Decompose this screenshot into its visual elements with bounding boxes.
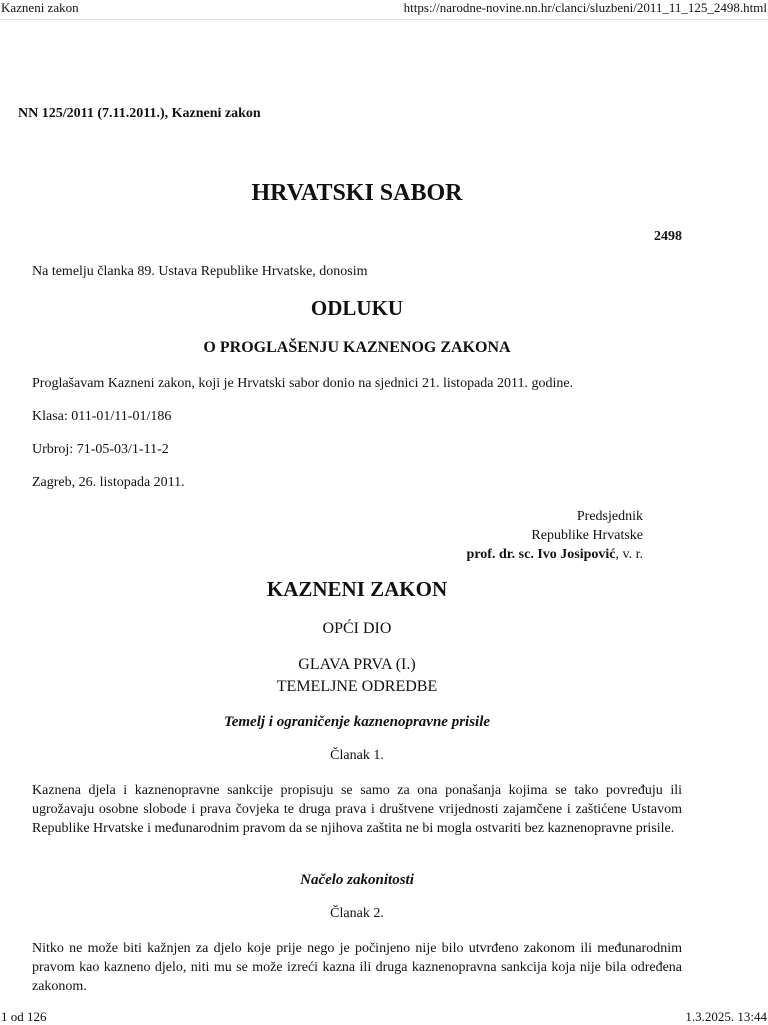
browser-print-title: Kazneni zakon [1,0,79,15]
article-number: Članak 2. [330,906,384,921]
page-counter: 1 od 126 [1,1009,47,1024]
proclamation-text: Proglašavam Kazneni zakon, koji je Hrvatski sabor donio na sjednici 21. listopada 2011. godine. [32,376,574,391]
decision-subtitle: O PROGLAŠENJU KAZNENOG ZAKONA [203,339,511,356]
part-title: OPĆI DIO [322,620,392,637]
signature-title-2: Republike Hrvatske [531,528,643,543]
section-heading: Temelj i ograničenje kaznenopravne prisile [223,714,491,730]
article-text: Kaznena djela i kaznenopravne sankcije propisuju se samo za ona ponašanja kojima se tako povređuju ili ugrožavaju osobne slobode i prava čovjeka te druga prava i društvene vrijednosti zajamčene i zaštićene Ustavom Republike Hrvatske i međunarodnim pravom da se njihova zaštita ne bi mogla ostvariti bez kaznenopravne prisile. [32,783,682,836]
signature-name-line [400,545,643,564]
document-number: 2498 [654,229,682,244]
law-title: KAZNENI ZAKON [266,577,448,601]
decision-title: ODLUKU [310,296,404,320]
article-text: Nitko ne može biti kažnjen za djelo koje prije nego je počinjeno nije bilo utvrđeno zakonom ili međunarodnim pravom kao kazneno djelo, niti mu se može izreći kazna ili druga kaznenopravna sankcija koja nije bila određena zakonom. [32,941,682,994]
place-date-line: Zagreb, 26. listopada 2011. [32,475,185,490]
signatory-name: prof. dr. sc. Ivo Josipović [466,547,616,562]
article-number: Članak 1. [330,748,384,763]
section-heading: Načelo zakonitosti [300,872,414,888]
document-id-line: NN 125/2011 (7.11.2011.), Kazneni zakon [18,106,261,121]
chapter-title: TEMELJNE ODREDBE [276,678,438,695]
klasa-line: Klasa: 011-01/11-01/186 [32,409,172,424]
urbroj-line: Urbroj: 71-05-03/1-11-2 [32,442,169,457]
issuer-title: HRVATSKI SABOR [251,180,463,206]
header-divider [0,19,768,20]
browser-print-url[interactable]: https://narodne-novine.nn.hr/clanci/sluzbeni/2011_11_125_2498.html [403,0,767,15]
chapter-heading [32,654,682,698]
signature-block [400,507,643,564]
print-datetime: 1.3.2025. 13:44 [685,1009,767,1024]
chapter-number: GLAVA PRVA (I.) [298,656,416,673]
preamble-text: Na temelju članka 89. Ustava Republike Hrvatske, donosim [32,264,368,279]
signature-suffix: , v. r. [615,547,643,562]
signature-title-1: Predsjednik [576,509,643,524]
